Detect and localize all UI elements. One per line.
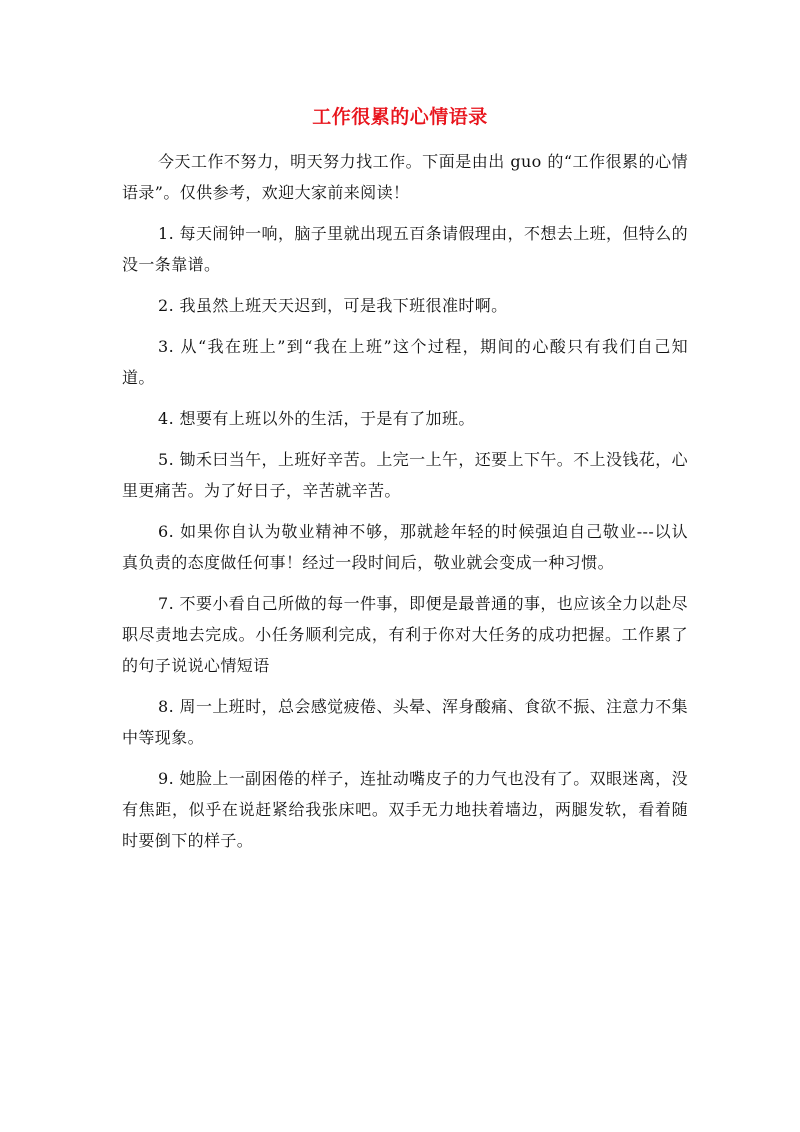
document-title: 工作很累的心情语录 (312, 106, 488, 128)
quote-item-9: 9. 她脸上一副困倦的样子，连扯动嘴皮子的力气也没有了。双眼迷离，没有焦距，似乎在说赶紧给我张床吧。双手无力地扶着墙边，两腿发软，看着随时要倒下的样子。 (122, 769, 688, 850)
intro-paragraph: 今天工作不努力，明天努力找工作。下面是由出 guo 的“工作很累的心情语录”。仅供参考，欢迎大家前来阅读！ (122, 152, 688, 202)
quote-item-7: 7. 不要小看自己所做的每一件事，即便是最普通的事，也应该全力以赴尽职尽责地去完成。小任务顺利完成，有利于你对大任务的成功把握。工作累了的句子说说心情短语 (122, 594, 688, 675)
quote-item-4: 4. 想要有上班以外的生活，于是有了加班。 (158, 409, 475, 428)
quote-item-6: 6. 如果你自认为敬业精神不够，那就趁年轻的时候强迫自己敬业---以认真负责的态度做任何事！经过一段时间后，敬业就会变成一种习惯。 (122, 522, 688, 572)
document-body (122, 146, 688, 866)
quote-item-1: 1. 每天闹钟一响，脑子里就出现五百条请假理由，不想去上班，但特么的没一条靠谱。 (122, 224, 688, 274)
quote-item-3: 3. 从“我在班上”到“我在上班”这个过程，期间的心酸只有我们自己知道。 (122, 337, 688, 387)
quote-item-2: 2. 我虽然上班天天迟到，可是我下班很准时啊。 (158, 296, 508, 315)
quote-item-8: 8. 周一上班时，总会感觉疲倦、头晕、浑身酸痛、食欲不振、注意力不集中等现象。 (122, 697, 688, 747)
quote-item-5: 5. 锄禾曰当午，上班好辛苦。上完一上午，还要上下午。不上没钱花，心里更痛苦。为了好日子，辛苦就辛苦。 (122, 450, 688, 500)
